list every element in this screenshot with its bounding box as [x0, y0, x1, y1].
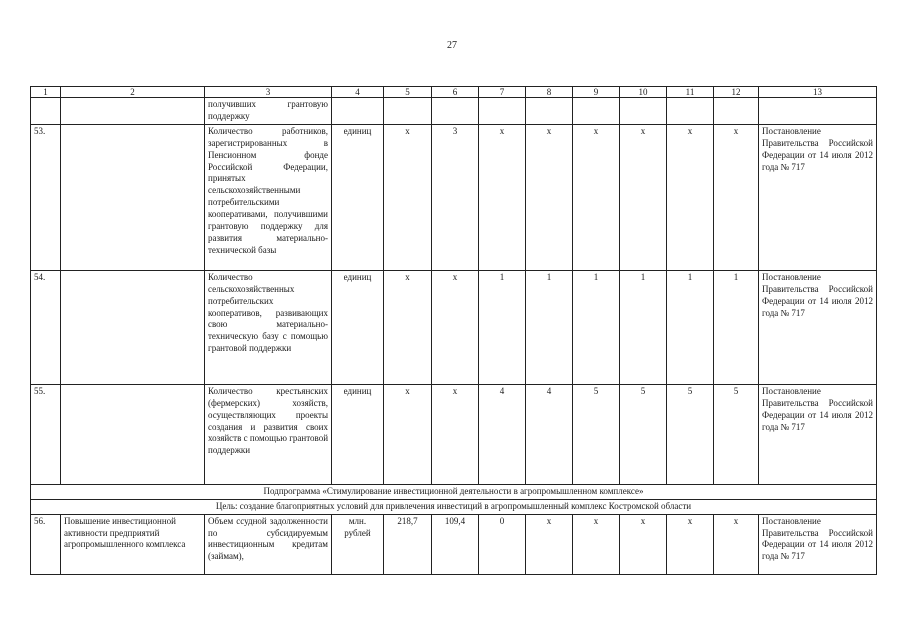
value-cell: 1 — [667, 270, 714, 384]
row-number: 56. — [31, 514, 61, 574]
value-cell: 5 — [667, 384, 714, 484]
col-header: 8 — [526, 87, 573, 98]
value-cell: х — [667, 124, 714, 270]
col-header: 2 — [61, 87, 205, 98]
value-cell: х — [432, 384, 479, 484]
value-cell: 5 — [714, 384, 759, 484]
goal-cell — [61, 270, 205, 384]
basis-cell: Постановление Правительства Российской Федерации от 14 июля 2012 года № 717 — [759, 384, 877, 484]
indicator-cell: Количество работников, зарегистрированных в Пенсионном фонде Российской Федерации, принятых сельскохозяйственными потребительскими кооперативами, получившими грантовую поддержку для развития материально-технической базы — [205, 124, 332, 270]
col-header: 3 — [205, 87, 332, 98]
value-cell: х — [714, 124, 759, 270]
unit-cell: единиц — [332, 384, 384, 484]
value-cell: х — [479, 124, 526, 270]
value-cell: х — [526, 124, 573, 270]
indicator-cell: получивших грантовую поддержку — [205, 98, 332, 125]
value-cell: 5 — [573, 384, 620, 484]
col-header: 6 — [432, 87, 479, 98]
row-number: 55. — [31, 384, 61, 484]
goal-cell: Повышение инвестиционной активности предприятий агропромышленного комплекса — [61, 514, 205, 574]
column-number-row — [31, 87, 877, 98]
value-cell: х — [573, 514, 620, 574]
col-header: 13 — [759, 87, 877, 98]
indicator-cell: Количество сельскохозяйственных потребительских кооперативов, развивающих свою материально-техническую базу с помощью грантовой поддержки — [205, 270, 332, 384]
value-cell: 1 — [620, 270, 667, 384]
value-cell: 1 — [479, 270, 526, 384]
value-cell: х — [620, 124, 667, 270]
value-cell: 0 — [479, 514, 526, 574]
value-cell: 4 — [526, 384, 573, 484]
col-header: 7 — [479, 87, 526, 98]
value-cell: х — [667, 514, 714, 574]
col-header: 11 — [667, 87, 714, 98]
row-number: 53. — [31, 124, 61, 270]
table-row — [31, 124, 877, 270]
basis-cell: Постановление Правительства Российской Федерации от 14 июля 2012 года № 717 — [759, 514, 877, 574]
subprogram-title: Подпрограмма «Стимулирование инвестиционной деятельности в агропромышленном комплексе» — [31, 484, 877, 499]
table-row — [31, 514, 877, 574]
indicators-table — [30, 86, 877, 575]
value-cell: 109,4 — [432, 514, 479, 574]
goal-title: Цель: создание благоприятных условий для привлечения инвестиций в агропромышленный комплекс Костромской области — [31, 499, 877, 514]
value-cell: х — [714, 514, 759, 574]
indicator-cell: Количество крестьянских (фермерских) хозяйств, осуществляющих проекты создания и развития своих хозяйств с помощью грантовой поддержки — [205, 384, 332, 484]
page-number: 27 — [447, 40, 457, 51]
continued-row — [31, 98, 877, 125]
value-cell: 3 — [432, 124, 479, 270]
col-header: 9 — [573, 87, 620, 98]
value-cell: х — [384, 270, 432, 384]
value-cell: х — [384, 124, 432, 270]
col-header: 1 — [31, 87, 61, 98]
indicator-cell: Объем ссудной задолженности по субсидируемым инвестиционным кредитам (займам), — [205, 514, 332, 574]
basis-cell: Постановление Правительства Российской Федерации от 14 июля 2012 года № 717 — [759, 270, 877, 384]
value-cell: х — [432, 270, 479, 384]
unit-cell: единиц — [332, 124, 384, 270]
value-cell: 5 — [620, 384, 667, 484]
unit-cell: единиц — [332, 270, 384, 384]
subprogram-row — [31, 484, 877, 499]
value-cell: х — [384, 384, 432, 484]
row-number: 54. — [31, 270, 61, 384]
goal-cell — [61, 124, 205, 270]
goal-row — [31, 499, 877, 514]
value-cell: 218,7 — [384, 514, 432, 574]
table-row — [31, 384, 877, 484]
value-cell: 1 — [714, 270, 759, 384]
col-header: 10 — [620, 87, 667, 98]
value-cell: 1 — [573, 270, 620, 384]
col-header: 12 — [714, 87, 759, 98]
value-cell: х — [620, 514, 667, 574]
value-cell: 1 — [526, 270, 573, 384]
col-header: 4 — [332, 87, 384, 98]
value-cell: х — [573, 124, 620, 270]
col-header: 5 — [384, 87, 432, 98]
value-cell: 4 — [479, 384, 526, 484]
value-cell: х — [526, 514, 573, 574]
basis-cell: Постановление Правительства Российской Федерации от 14 июля 2012 года № 717 — [759, 124, 877, 270]
goal-cell — [61, 384, 205, 484]
unit-cell: млн. рублей — [332, 514, 384, 574]
table-row — [31, 270, 877, 384]
